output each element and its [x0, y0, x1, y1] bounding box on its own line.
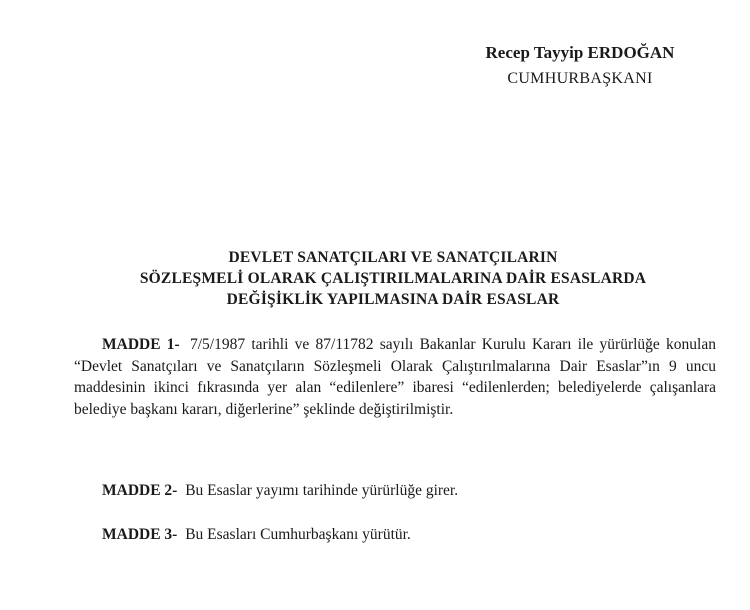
signature-block	[400, 40, 750, 92]
article-2-text: Bu Esaslar yayımı tarihinde yürürlüğe girer.	[185, 482, 459, 499]
article-2-label: MADDE 2-	[102, 482, 178, 499]
article-3-label: MADDE 3-	[102, 526, 178, 543]
signatory-name: Recep Tayyip ERDOĞAN	[485, 43, 675, 62]
article-1	[74, 334, 716, 420]
article-1-label: MADDE 1-	[102, 336, 180, 353]
article-2	[102, 480, 458, 502]
article-3-text: Bu Esasları Cumhurbaşkanı yürütür.	[185, 526, 411, 543]
document-title-line-1: DEVLET SANATÇILARI VE SANATÇILARIN	[228, 249, 558, 266]
article-1-paragraph	[74, 334, 716, 420]
article-1-text: 7/5/1987 tarihli ve 87/11782 sayılı Bakanlar Kurulu Kararı ile yürürlüğe konulan “Devlet Sanatçıları ve Sanatçıların Sözleşmeli Olarak Çalıştırılmalarına Dair Esaslar”ın 9 uncu maddesinin ikinci fıkrasında yer alan “edilenlere” ibaresi “edilenlerden; belediyelerde çalışanlara belediye başkanı kararı, diğerlerine” şeklinde değiştirilmiştir.	[74, 336, 716, 418]
document-title-line-3: DEĞİŞİKLİK YAPILMASINA DAİR ESASLAR	[226, 291, 560, 308]
document-title	[70, 247, 716, 310]
article-3	[102, 524, 411, 546]
document-title-line-2: SÖZLEŞMELİ OLARAK ÇALIŞTIRILMALARINA DAİR ESASLARDA	[139, 270, 647, 287]
signatory-title: CUMHURBAŞKANI	[507, 70, 653, 87]
